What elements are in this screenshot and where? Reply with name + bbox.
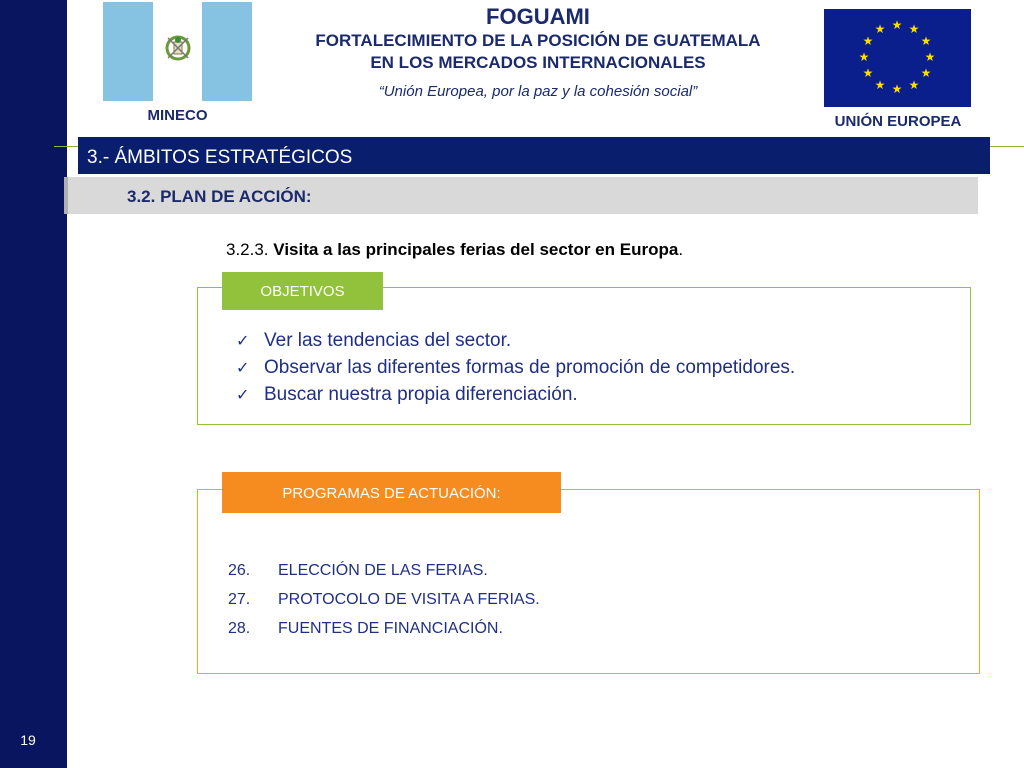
- list-item-number: 28.: [228, 620, 251, 637]
- list-item-text: Ver las tendencias del sector.: [264, 330, 512, 351]
- activity-suffix: .: [678, 240, 684, 259]
- list-item-text: ELECCIÓN DE LAS FERIAS.: [278, 562, 488, 579]
- subsection-title: 3.2. PLAN DE ACCIÓN:: [64, 177, 978, 214]
- left-sidebar: [0, 0, 67, 768]
- checkmark-icon: ✓: [236, 360, 250, 377]
- list-item: [228, 585, 540, 614]
- flag-band-left: [103, 2, 153, 101]
- activity-title: Visita a las principales ferias del sector en Europa: [273, 240, 679, 259]
- activity-heading: [226, 240, 683, 260]
- list-item-text: FUENTES DE FINANCIACIÓN.: [278, 620, 503, 637]
- title-line-2: EN LOS MERCADOS INTERNACIONALES: [370, 53, 706, 72]
- svg-text:★: ★: [891, 82, 903, 96]
- objectives-list: [236, 327, 795, 408]
- eu-logo-label: UNIÓN EUROPEA: [834, 113, 962, 130]
- activity-number: 3.2.3.: [226, 240, 269, 259]
- list-item: [228, 614, 540, 643]
- list-item-text: Buscar nuestra propia diferenciación.: [264, 384, 578, 405]
- list-item: [236, 381, 795, 408]
- svg-text:★: ★: [862, 66, 874, 80]
- coat-of-arms-icon: [160, 30, 196, 66]
- slogan: “Unión Europea, por la paz y la cohesión social”: [378, 83, 698, 100]
- eu-flag-logo: [824, 9, 971, 107]
- svg-text:★: ★: [862, 34, 874, 48]
- list-item: [228, 556, 540, 585]
- mineco-logo-label: MINECO: [147, 107, 208, 124]
- svg-text:★: ★: [908, 22, 920, 36]
- header-titles: [262, 4, 814, 102]
- svg-text:★: ★: [891, 18, 903, 32]
- svg-text:★: ★: [908, 78, 920, 92]
- list-item-number: 26.: [228, 562, 251, 579]
- list-item-text: PROTOCOLO DE VISITA A FERIAS.: [278, 591, 540, 608]
- list-item-text: Observar las diferentes formas de promoción de competidores.: [264, 357, 796, 378]
- svg-text:★: ★: [920, 34, 932, 48]
- flag-band-right: [202, 2, 252, 101]
- programs-tab: PROGRAMAS DE ACTUACIÓN:: [222, 472, 561, 513]
- objectives-tab: OBJETIVOS: [222, 272, 383, 310]
- svg-text:★: ★: [874, 78, 886, 92]
- svg-text:★: ★: [924, 50, 936, 64]
- list-item-number: 27.: [228, 591, 251, 608]
- checkmark-icon: ✓: [236, 333, 250, 350]
- svg-text:★: ★: [858, 50, 870, 64]
- page-number: 19: [20, 732, 36, 748]
- guatemala-flag-logo: [103, 2, 252, 101]
- brand-title: FOGUAMI: [486, 4, 590, 29]
- svg-text:★: ★: [920, 66, 932, 80]
- section-title: 3.- ÁMBITOS ESTRATÉGICOS: [78, 137, 990, 174]
- eu-stars-icon: [824, 9, 971, 107]
- programs-list: [228, 556, 540, 643]
- checkmark-icon: ✓: [236, 387, 250, 404]
- list-item: [236, 354, 795, 381]
- list-item: [236, 327, 795, 354]
- svg-text:★: ★: [874, 22, 886, 36]
- title-line-1: FORTALECIMIENTO DE LA POSICIÓN DE GUATEMALA: [315, 31, 761, 50]
